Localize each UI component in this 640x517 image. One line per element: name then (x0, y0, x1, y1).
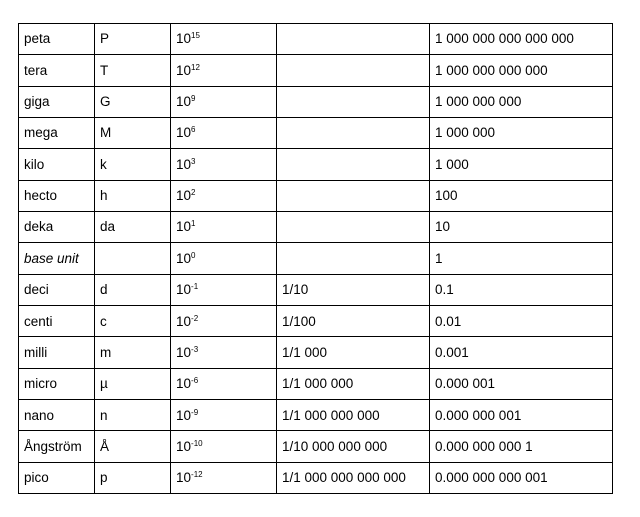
decimal-value-cell: 0.000 000 001 (430, 400, 613, 431)
table-row (19, 149, 613, 180)
power-exponent: -10 (191, 438, 203, 448)
decimal-value-cell: 1 000 000 (430, 118, 613, 149)
prefix-symbol-cell: c (95, 306, 171, 337)
power-of-ten-cell (171, 274, 277, 305)
power-base: 10 (176, 156, 192, 172)
fraction-cell (277, 86, 430, 117)
prefix-symbol-cell: k (95, 149, 171, 180)
power-of-ten-cell (171, 368, 277, 399)
power-base: 10 (176, 125, 192, 141)
decimal-value-cell: 0.000 000 000 001 (430, 462, 613, 493)
power-exponent: 2 (191, 188, 196, 198)
prefix-symbol-cell: T (95, 55, 171, 86)
table-row (19, 337, 613, 368)
fraction-cell: 1/10 (277, 274, 430, 305)
prefix-symbol-cell: h (95, 180, 171, 211)
table-row (19, 86, 613, 117)
prefix-name-cell: deci (19, 274, 95, 305)
decimal-value-cell: 1 000 (430, 149, 613, 180)
power-of-ten-cell (171, 24, 277, 55)
table-row (19, 24, 613, 55)
prefix-symbol-cell: M (95, 118, 171, 149)
decimal-value-cell: 1 000 000 000 000 000 (430, 24, 613, 55)
prefix-symbol-cell: d (95, 274, 171, 305)
prefix-symbol-cell: Å (95, 431, 171, 462)
prefix-name-cell: hecto (19, 180, 95, 211)
fraction-cell (277, 55, 430, 86)
power-of-ten-cell (171, 86, 277, 117)
power-of-ten-cell (171, 180, 277, 211)
prefix-name-cell: pico (19, 462, 95, 493)
prefix-name-cell: centi (19, 306, 95, 337)
power-exponent: 6 (191, 125, 196, 135)
power-exponent: 9 (191, 94, 196, 104)
table-row (19, 274, 613, 305)
power-exponent: -6 (191, 376, 199, 386)
prefix-name-cell: micro (19, 368, 95, 399)
table-row (19, 212, 613, 243)
decimal-value-cell: 1 000 000 000 (430, 86, 613, 117)
power-base: 10 (176, 470, 192, 486)
table-row (19, 462, 613, 493)
prefix-name-cell: kilo (19, 149, 95, 180)
fraction-cell (277, 118, 430, 149)
decimal-value-cell: 0.01 (430, 306, 613, 337)
power-of-ten-cell (171, 118, 277, 149)
prefix-name-cell: nano (19, 400, 95, 431)
table-row (19, 180, 613, 211)
decimal-value-cell: 0.1 (430, 274, 613, 305)
power-of-ten-cell (171, 149, 277, 180)
decimal-value-cell: 1 000 000 000 000 (430, 55, 613, 86)
power-of-ten-cell (171, 400, 277, 431)
power-of-ten-cell (171, 306, 277, 337)
table-body (19, 24, 613, 494)
decimal-value-cell: 0.001 (430, 337, 613, 368)
prefix-symbol-cell: µ (95, 368, 171, 399)
prefix-name-cell: milli (19, 337, 95, 368)
decimal-value-cell: 10 (430, 212, 613, 243)
table-row (19, 368, 613, 399)
table-row (19, 400, 613, 431)
power-exponent: 3 (191, 156, 196, 166)
fraction-cell: 1/1 000 000 000 000 (277, 462, 430, 493)
fraction-cell (277, 243, 430, 274)
decimal-value-cell: 1 (430, 243, 613, 274)
prefix-name-cell: giga (19, 86, 95, 117)
table-row (19, 243, 613, 274)
prefix-symbol-cell: n (95, 400, 171, 431)
power-base: 10 (176, 250, 192, 266)
power-exponent: -9 (191, 407, 199, 417)
power-of-ten-cell (171, 243, 277, 274)
power-exponent: 12 (191, 62, 200, 72)
prefix-symbol-cell: P (95, 24, 171, 55)
power-exponent: -3 (191, 344, 199, 354)
fraction-cell: 1/1 000 000 000 (277, 400, 430, 431)
power-exponent: 15 (191, 31, 200, 41)
power-of-ten-cell (171, 212, 277, 243)
power-base: 10 (176, 376, 192, 392)
power-base: 10 (176, 313, 192, 329)
power-base: 10 (176, 438, 192, 454)
fraction-cell: 1/10 000 000 000 (277, 431, 430, 462)
si-prefix-table (18, 23, 613, 494)
fraction-cell: 1/1 000 (277, 337, 430, 368)
fraction-cell: 1/1 000 000 (277, 368, 430, 399)
power-exponent: -1 (191, 282, 199, 292)
power-exponent: -2 (191, 313, 199, 323)
prefix-name-cell: deka (19, 212, 95, 243)
power-of-ten-cell (171, 462, 277, 493)
prefix-symbol-cell: p (95, 462, 171, 493)
prefix-name-cell: mega (19, 118, 95, 149)
fraction-cell (277, 149, 430, 180)
table-row (19, 306, 613, 337)
prefix-name-cell: base unit (19, 243, 95, 274)
prefix-symbol-cell: m (95, 337, 171, 368)
table-row (19, 431, 613, 462)
power-exponent: -12 (191, 470, 203, 480)
table-row (19, 118, 613, 149)
power-base: 10 (176, 188, 192, 204)
power-base: 10 (176, 282, 192, 298)
power-exponent: 1 (191, 219, 196, 229)
decimal-value-cell: 0.000 000 000 1 (430, 431, 613, 462)
power-base: 10 (176, 219, 192, 235)
prefix-symbol-cell: da (95, 212, 171, 243)
power-base: 10 (176, 31, 192, 47)
prefix-symbol-cell (95, 243, 171, 274)
fraction-cell (277, 24, 430, 55)
prefix-name-cell: tera (19, 55, 95, 86)
fraction-cell (277, 180, 430, 211)
power-base: 10 (176, 407, 192, 423)
prefix-name-cell: Ångström (19, 431, 95, 462)
power-base: 10 (176, 62, 192, 78)
fraction-cell: 1/100 (277, 306, 430, 337)
decimal-value-cell: 100 (430, 180, 613, 211)
fraction-cell (277, 212, 430, 243)
prefix-name-cell: peta (19, 24, 95, 55)
power-of-ten-cell (171, 55, 277, 86)
prefix-symbol-cell: G (95, 86, 171, 117)
power-base: 10 (176, 344, 192, 360)
power-of-ten-cell (171, 431, 277, 462)
power-base: 10 (176, 94, 192, 110)
power-exponent: 0 (191, 250, 196, 260)
decimal-value-cell: 0.000 001 (430, 368, 613, 399)
power-of-ten-cell (171, 337, 277, 368)
table-row (19, 55, 613, 86)
